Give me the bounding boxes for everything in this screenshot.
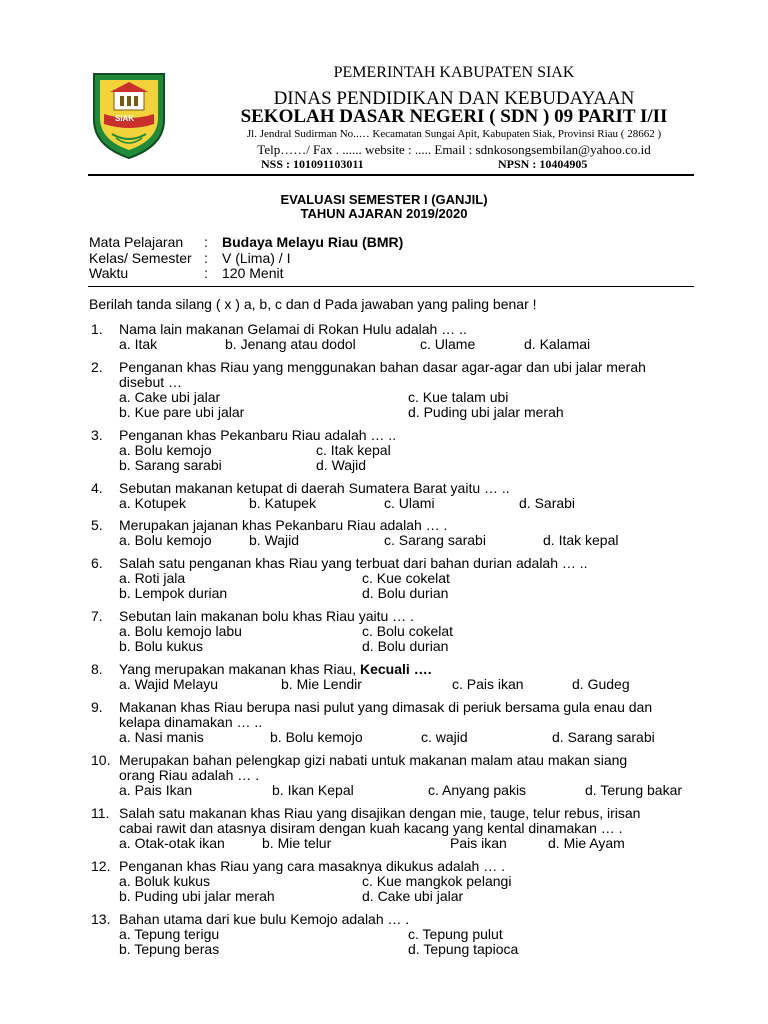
option-c: c. Pais ikan (452, 676, 524, 692)
option-c: Pais ikan (450, 835, 507, 851)
question-number: 8. (91, 661, 103, 677)
question-text: Salah satu makanan khas Riau yang disajikan dengan mie, tauge, telur rebus, irisan (119, 805, 641, 821)
option-c: c. Ulame (420, 336, 476, 352)
header-line-3: SEKOLAH DASAR NEGERI ( SDN ) 09 PARIT I/II (240, 106, 668, 127)
header-line-1: PEMERINTAH KABUPATEN SIAK (333, 64, 575, 81)
question-number: 5. (91, 517, 103, 533)
option-a: a. Otak-otak ikan (119, 835, 225, 851)
question-number: 2. (91, 359, 103, 375)
option-d: d. Gudeg (572, 676, 630, 692)
option-a: a. Nasi manis (119, 729, 204, 745)
option-d: d. Tepung tapioca (408, 941, 519, 957)
class-label: Kelas/ Semester (89, 250, 192, 266)
time-value: 120 Menit (222, 265, 284, 281)
option-a: a. Roti jala (119, 570, 186, 586)
question-text-cont: orang Riau adalah … . (119, 767, 260, 783)
meta-divider (88, 286, 694, 287)
option-a: a. Cake ubi jalar (119, 389, 221, 405)
option-d: d. Wajid (316, 457, 367, 473)
option-c: c. Bolu cokelat (362, 623, 454, 639)
option-c: c. Ulami (384, 495, 435, 511)
option-b: b. Mie telur (262, 835, 332, 851)
logo-text: SIAK (115, 114, 135, 123)
subject-label: Mata Pelajaran (89, 234, 184, 250)
option-d: d. Itak kepal (543, 532, 619, 548)
question-text-main: Yang merupakan makanan khas Riau, (119, 661, 360, 677)
question-number: 1. (91, 321, 103, 337)
question-text-emphasis: Kecuali …. (360, 661, 432, 677)
option-b: b. Bolu kemojo (270, 729, 363, 745)
question-text: Sebutan makanan ketupat di daerah Sumatera Barat yaitu … .. (119, 480, 510, 496)
question-text-cont: kelapa dinamakan … .. (119, 714, 263, 730)
option-d: d. Mie Ayam (548, 835, 625, 851)
exam-year: TAHUN AJARAN 2019/2020 (300, 206, 468, 221)
option-b: b. Bolu kukus (119, 638, 204, 654)
question-number: 6. (91, 555, 103, 571)
option-b: b. Sarang sarabi (119, 457, 222, 473)
header-contact: Telp……/ Fax . ...... website : ..... Email : sdnkosongsembilan@yahoo.co.id (257, 142, 651, 157)
header-address: Jl. Jendral Sudirman No..… Kecamatan Sungai Apit, Kabupaten Siak, Provinsi Riau ( 28662 ) (246, 128, 662, 140)
option-c: c. wajid (421, 729, 468, 745)
option-a: a. Itak (119, 336, 158, 352)
option-a: a. Bolu kemojo (119, 532, 212, 548)
option-a: a. Pais Ikan (119, 782, 193, 798)
option-c: c. Tepung pulut (408, 926, 503, 942)
instruction: Berilah tanda silang ( x ) a, b, c dan d Pada jawaban yang paling benar ! (89, 296, 537, 312)
time-label: Waktu (89, 265, 129, 281)
option-a: a. Kotupek (119, 495, 186, 511)
option-d: d. Sarabi (519, 495, 576, 511)
option-c: c. Kue talam ubi (408, 389, 509, 405)
option-c: c. Kue cokelat (362, 570, 450, 586)
option-b: b. Wajid (249, 532, 300, 548)
option-b: b. Mie Lendir (281, 676, 362, 692)
option-b: b. Jenang atau dodol (225, 336, 356, 352)
question-text: Merupakan bahan pelengkap gizi nabati untuk makanan malam atau makan siang (119, 752, 628, 768)
option-d: d. Bolu durian (362, 638, 449, 654)
question-number: 7. (91, 608, 103, 624)
option-c: c. Itak kepal (316, 442, 391, 458)
option-b: b. Ikan Kepal (272, 782, 354, 798)
exam-title: EVALUASI SEMESTER I (GANJIL) (280, 192, 488, 207)
question-number: 13. (91, 911, 111, 927)
option-a: a. Bolu kemojo (119, 442, 212, 458)
option-c: c. Anyang pakis (428, 782, 527, 798)
question-text: Penganan khas Riau yang cara masaknya dikukus adalah … . (119, 858, 506, 874)
header-npsn: NPSN : 10404905 (498, 157, 588, 171)
option-d: d. Kalamai (524, 336, 591, 352)
question-text (119, 661, 432, 677)
option-a: a. Boluk kukus (119, 873, 211, 889)
header-divider (88, 174, 694, 176)
question-text: Sebutan lain makanan bolu khas Riau yaitu … . (119, 608, 414, 624)
option-b: b. Puding ubi jalar merah (119, 888, 275, 904)
option-b: b. Lempok durian (119, 585, 228, 601)
question-number: 10. (91, 752, 111, 768)
question-number: 9. (91, 699, 103, 715)
question-number: 3. (91, 427, 103, 443)
question-text: Penganan khas Pekanbaru Riau adalah … .. (119, 427, 397, 443)
time-colon: : (204, 265, 208, 281)
question-text: Makanan khas Riau berupa nasi pulut yang dimasak di periuk bersama gula enau dan (119, 699, 653, 715)
option-b: b. Kue pare ubi jalar (119, 404, 245, 420)
question-text-cont: cabai rawit dan atasnya disiram dengan kuah kacang yang kental dinamakan … . (119, 820, 623, 836)
subject-colon: : (204, 234, 208, 250)
question-number: 11. (91, 805, 110, 821)
option-d: d. Terung bakar (585, 782, 683, 798)
option-a: a. Bolu kemojo labu (119, 623, 242, 639)
class-value: V (Lima) / I (222, 250, 291, 266)
question-number: 12. (91, 858, 111, 874)
question-text: Bahan utama dari kue bulu Kemojo adalah … . (119, 911, 410, 927)
question-text: Merupakan jajanan khas Pekanbaru Riau adalah … . (119, 517, 448, 533)
question-text: Penganan khas Riau yang menggunakan bahan dasar agar-agar dan ubi jalar merah (119, 359, 646, 375)
option-c: c. Kue mangkok pelangi (362, 873, 512, 889)
option-b: b. Katupek (249, 495, 316, 511)
header-line-2: DINAS PENDIDIKAN DAN KEBUDAYAAN (273, 88, 635, 109)
option-a: a. Tepung terigu (119, 926, 220, 942)
header-nss: NSS : 101091103011 (261, 157, 364, 171)
option-b: b. Tepung beras (119, 941, 220, 957)
question-number: 4. (91, 480, 103, 496)
question-text-cont: disebut … (119, 374, 183, 390)
option-d: d. Bolu durian (362, 585, 449, 601)
option-d: d. Sarang sarabi (552, 729, 655, 745)
question-text: Salah satu penganan khas Riau yang terbuat dari bahan durian adalah … .. (119, 555, 588, 571)
option-d: d. Puding ubi jalar merah (408, 404, 564, 420)
option-c: c. Sarang sarabi (384, 532, 486, 548)
class-colon: : (204, 250, 208, 266)
option-d: d. Cake ubi jalar (362, 888, 464, 904)
subject-value: Budaya Melayu Riau (BMR) (222, 234, 404, 250)
question-text: Nama lain makanan Gelamai di Rokan Hulu adalah … .. (119, 321, 467, 337)
option-a: a. Wajid Melayu (119, 676, 219, 692)
